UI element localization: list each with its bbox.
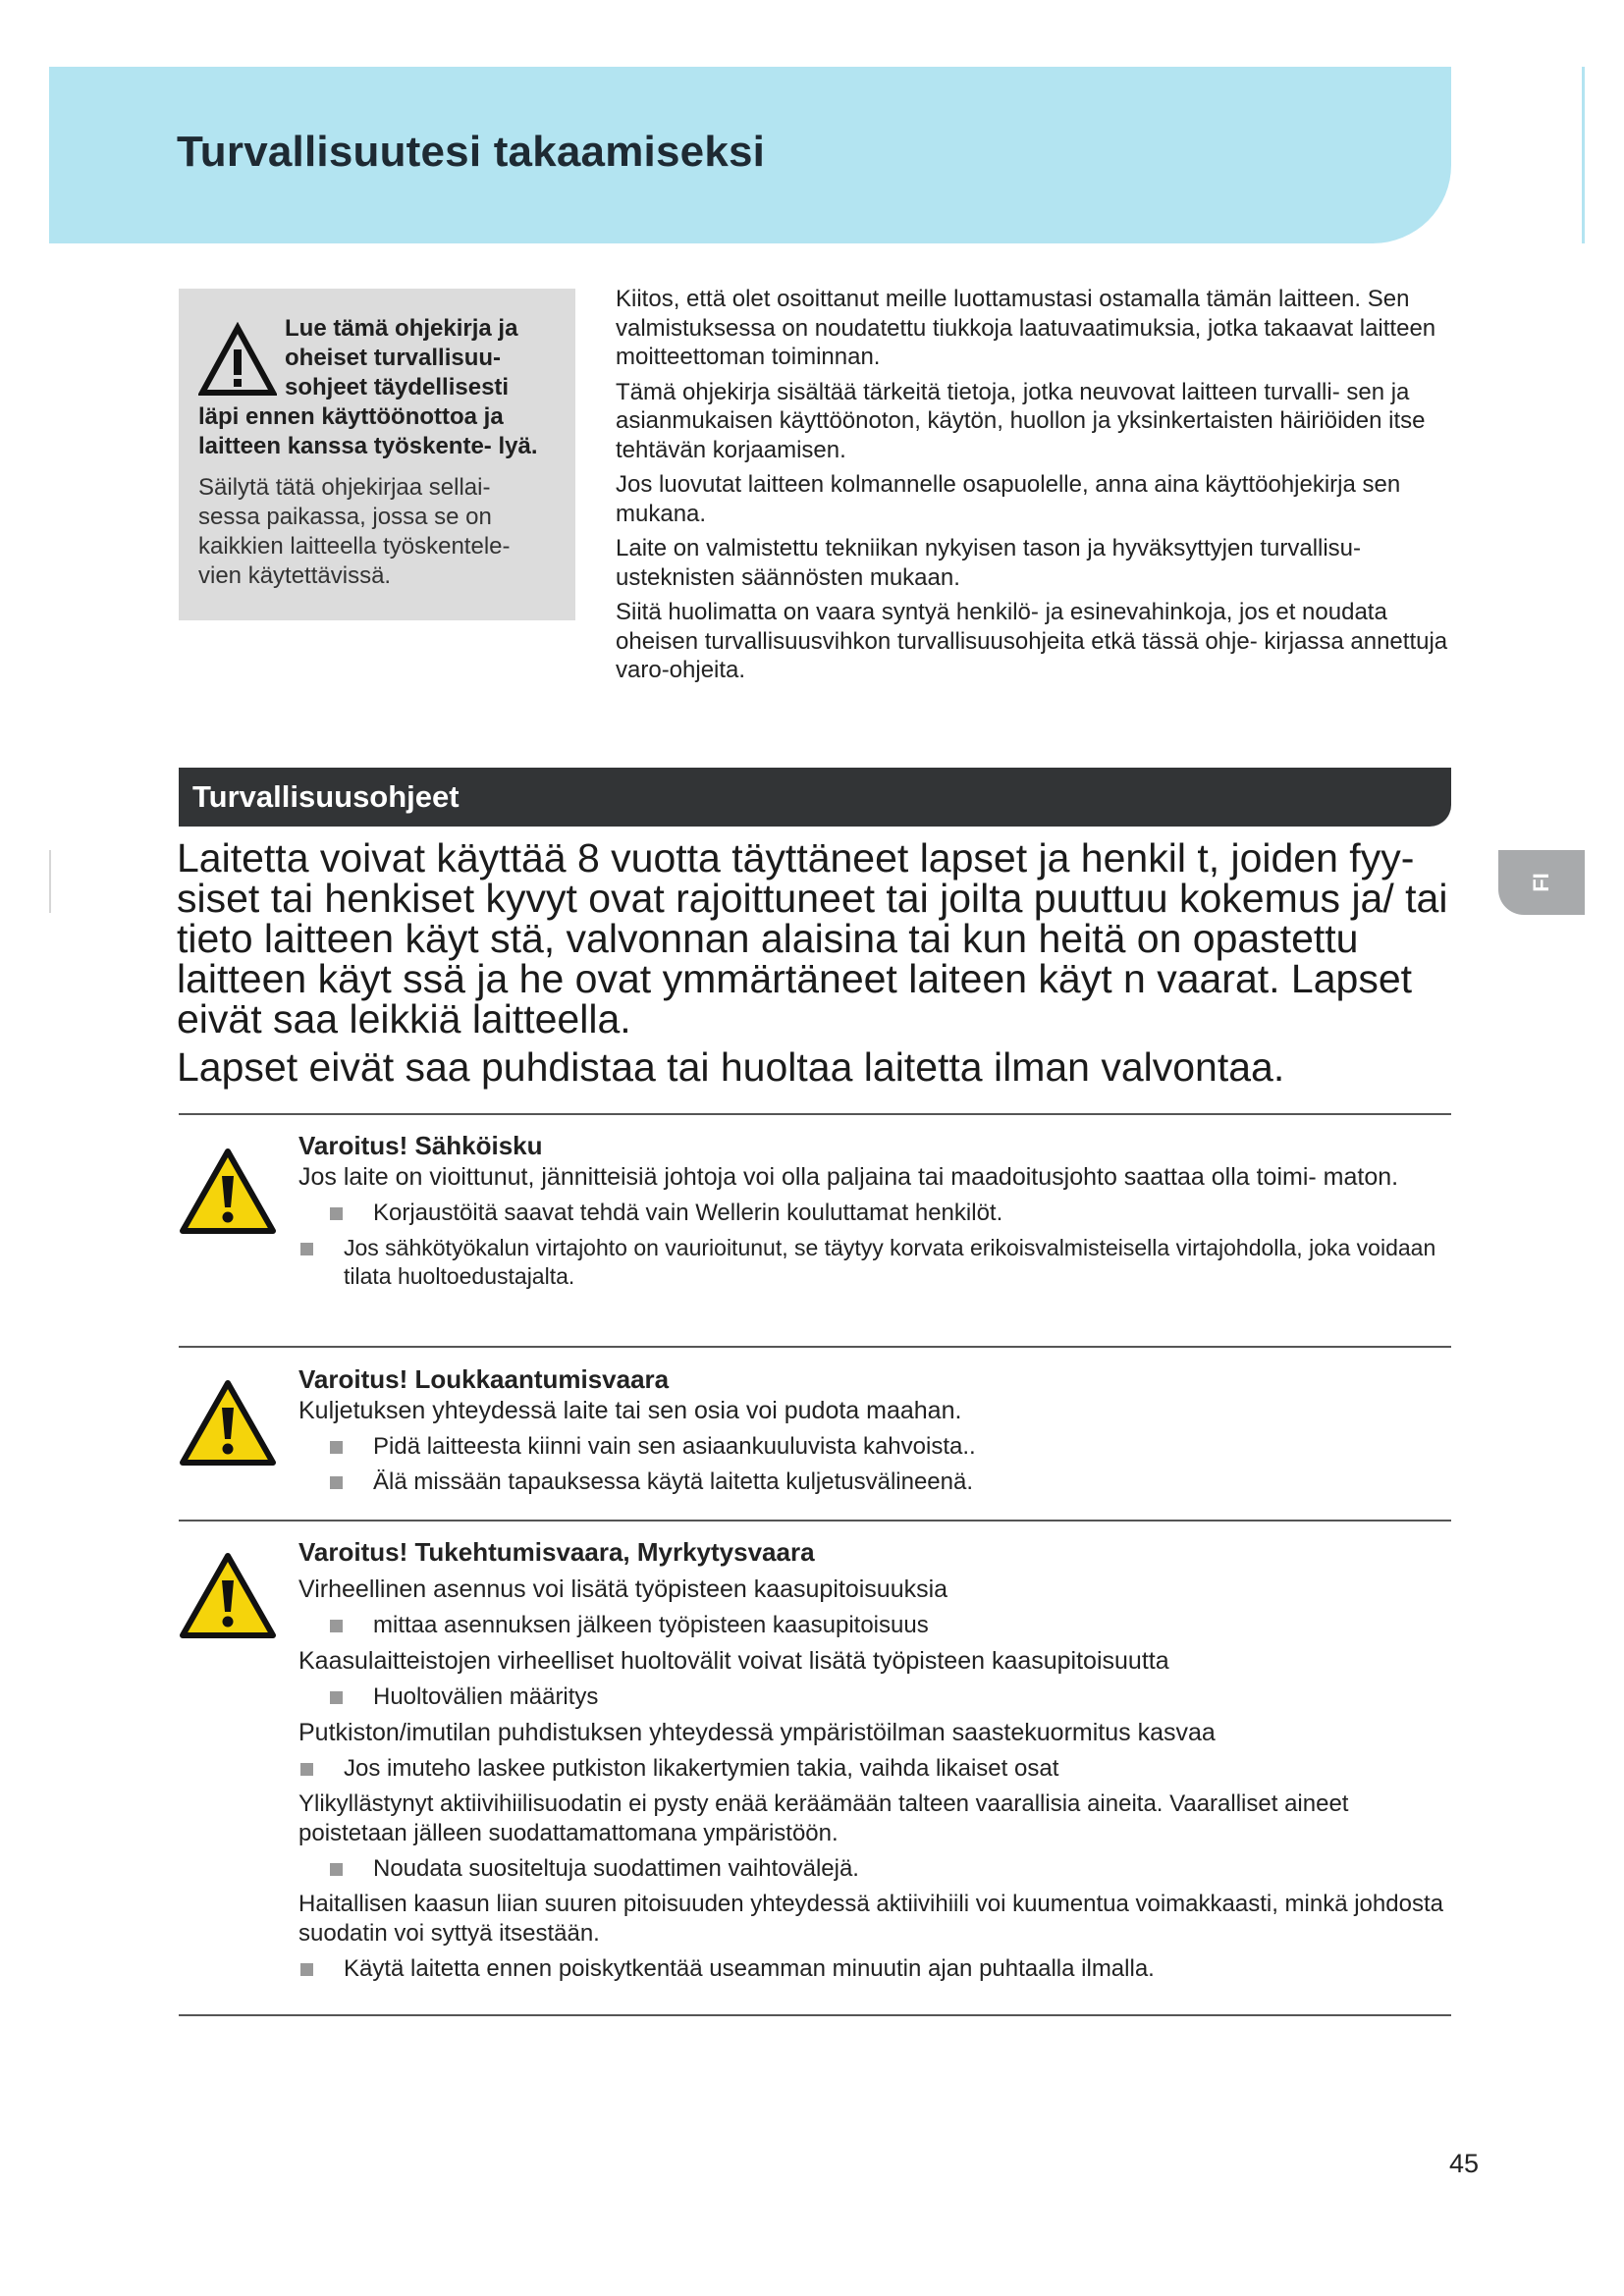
- bullet-item: [298, 1468, 1447, 1497]
- bullet-square-icon: [300, 1963, 313, 1976]
- intro-paragraph: Laite on valmistettu tekniikan nykyisen tason ja hyväksyttyjen turvallisu- usteknisten säännösten mukaan.: [616, 535, 1362, 591]
- intro-paragraph: Siitä huolimatta on vaara syntyä henkilö- ja esinevahinkoja, jos et noudata oheisen turvallisuusvihkon turvallisuusohjeita etkä tässä ohje- kirjassa annettuja varo-ohjeita.: [616, 599, 1448, 683]
- bullet-text: Korjaustöitä saavat tehdä vain Wellerin kouluttamat henkilöt.: [373, 1200, 1003, 1226]
- warning-body: [298, 1535, 1447, 1984]
- warning-title: Varoitus! Tukehtumisvaara, Myrkytysvaara: [298, 1537, 815, 1567]
- bullet-square-icon: [330, 1863, 343, 1876]
- intro-paragraph: Jos luovutat laitteen kolmannelle osapuolelle, anna aina käyttöohjekirja sen mukana.: [616, 471, 1401, 527]
- bullet-square-icon: [300, 1763, 313, 1776]
- warning-triangle-icon: [179, 1378, 277, 1468]
- notice-heading: [198, 302, 556, 402]
- bullet-square-icon: [300, 1243, 313, 1255]
- warning-text: Virheellinen asennus voi lisätä työpisteen kaasupitoisuuksia: [298, 1575, 948, 1603]
- bullet-text: Noudata suositeltuja suodattimen vaihtovälejä.: [373, 1855, 859, 1882]
- bullet-square-icon: [330, 1476, 343, 1489]
- bullet-item: [298, 1954, 1447, 1984]
- warning-text: Putkiston/imutilan puhdistuksen yhteydessä ympäristöilman saastekuormitus kasvaa: [298, 1719, 1216, 1746]
- warning-text: Ylikyllästynyt aktiivihiilisuodatin ei pysty enää keräämään talteen vaarallisia aineita. Vaaralliset aineet poistetaan jälleen suodattamattomana ympäristöön.: [298, 1790, 1349, 1846]
- intro-paragraph: Kiitos, että olet osoittanut meille luottamustasi ostamalla tämän laitteen. Sen valmistuksessa on noudatettu tiukkoja laatuvaatimuksia, jotka takaavat laitteen moitteettoman toiminnan.: [616, 286, 1436, 370]
- bullet-square-icon: [330, 1691, 343, 1704]
- warning-text: Kaasulaitteistojen virheelliset huoltovälit voivat lisätä työpisteen kaasupitoisuutta: [298, 1647, 1169, 1675]
- warning-title: Varoitus! Loukkaantumisvaara: [298, 1364, 670, 1394]
- notice-box: [179, 289, 575, 620]
- page-title: Turvallisuutesi takaamiseksi: [177, 128, 766, 176]
- bullet-text: Jos imuteho laskee putkiston likakertymien takia, vaihda likaiset osat: [344, 1755, 1059, 1782]
- bullet-text: Käytä laitetta ennen poiskytkentää useamman minuutin ajan puhtaalla ilmalla.: [344, 1955, 1155, 1982]
- warning-triangle-icon: [179, 1147, 277, 1237]
- warning-body: [298, 1362, 1447, 1497]
- bullet-square-icon: [330, 1441, 343, 1454]
- section-title: Turvallisuusohjeet: [192, 779, 460, 814]
- warning-triangle-icon: [179, 1551, 277, 1641]
- intro-text: [616, 285, 1450, 691]
- page-number: 45: [1449, 2149, 1480, 2178]
- child-safety-paragraph: Laitetta voivat käyttää 8 vuotta täyttäneet lapset ja henkil t, joiden fyy- siset tai henkiset kyvyt ovat rajoittuneet tai joilta puuttuu kokemus ja/ tai tieto laitteen käyt stä, valvonnan alaisina tai kun heitä on opastettu laitteen käyt ssä ja he ovat ymmärtäneet laiteen käyt n vaarat. Lapset eivät saa leikkiä laitteella.: [177, 835, 1448, 1041]
- divider: [179, 1520, 1451, 1522]
- page-edge-line: [1582, 67, 1585, 243]
- divider: [179, 1346, 1451, 1348]
- divider: [179, 1113, 1451, 1115]
- warning-body: [298, 1129, 1447, 1291]
- warning-text: Jos laite on vioittunut, jännitteisiä johtoja voi olla paljaina tai maadoitusjohto saattaa olla toimi- maton.: [298, 1163, 1399, 1191]
- bullet-text: Huoltovälien määritys: [373, 1683, 599, 1710]
- bullet-text: mittaa asennuksen jälkeen työpisteen kaasupitoisuus: [373, 1612, 929, 1638]
- bullet-item: [298, 1611, 1447, 1640]
- section-header: [179, 768, 1451, 827]
- bullet-text: Älä missään tapauksessa käytä laitetta kuljetusvälineenä.: [373, 1468, 974, 1495]
- language-tab-label: FI: [1529, 873, 1553, 892]
- warning-title: Varoitus! Sähköisku: [298, 1131, 543, 1160]
- bullet-text: Pidä laitteesta kiinni vain sen asiaankuuluvista kahvoista..: [373, 1433, 976, 1460]
- notice-heading-continued: läpi ennen käyttöönottoa ja laitteen kanssa työskente- lyä.: [198, 403, 538, 459]
- warning-text: Kuljetuksen yhteydessä laite tai sen osia voi pudota maahan.: [298, 1397, 962, 1424]
- child-safety-notice: [177, 835, 1463, 1090]
- bullet-item: [298, 1854, 1447, 1884]
- bullet-item: [298, 1199, 1447, 1228]
- child-cleaning-paragraph: Lapset eivät saa puhdistaa tai huoltaa laitetta ilman valvontaa.: [177, 1044, 1285, 1090]
- bullet-item: [298, 1432, 1447, 1462]
- warning-outline-icon: [198, 322, 277, 400]
- bullet-item: [298, 1234, 1447, 1291]
- warning-text: Haitallisen kaasun liian suuren pitoisuuden yhteydessä aktiivihiili voi kuumentua voimakkaasti, minkä johdosta suodatin voi syttyä itsestään.: [298, 1891, 1443, 1947]
- language-tab: [1498, 850, 1585, 915]
- notice-heading-text: Lue tämä ohjekirja ja oheiset turvallisuu- sohjeet täydellisesti: [285, 315, 518, 400]
- notice-storage-text: Säilytä tätä ohjekirjaa sellai- sessa paikassa, jossa se on kaikkien laitteella työskentele- vien käytettävissä.: [198, 474, 511, 589]
- bullet-item: [298, 1682, 1447, 1712]
- divider: [179, 2014, 1451, 2016]
- margin-line: [49, 850, 51, 913]
- bullet-text: Jos sähkötyökalun virtajohto on vaurioitunut, se täytyy korvata erikoisvalmisteisella virtajohdolla, joka voidaan tilata huoltoedustajalta.: [344, 1235, 1436, 1289]
- bullet-square-icon: [330, 1207, 343, 1220]
- bullet-square-icon: [330, 1620, 343, 1632]
- intro-paragraph: Tämä ohjekirja sisältää tärkeitä tietoja, jotka neuvovat laitteen turvalli- sen ja asianmukaisen käyttöönoton, käytön, huollon ja yksinkertaisten häiriöiden itse tehtävän korjaamisen.: [616, 378, 1426, 463]
- bullet-item: [298, 1754, 1447, 1784]
